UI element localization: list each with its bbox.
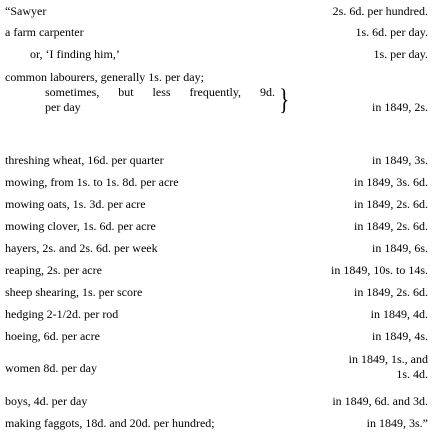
row-label: a farm carpenter (5, 25, 84, 39)
row-label: hoeing, 6d. per acre (5, 329, 100, 343)
row-value: in 1849, 1s., and 1s. 4d. (348, 352, 428, 381)
row-value: in 1849, 6s. (371, 241, 428, 255)
brace-glyph: } (279, 83, 290, 116)
row-label: making faggots, 18d. and 20d. per hundred; (5, 416, 215, 430)
row-label: reaping, 2s. per acre (5, 263, 102, 277)
row-value: in 1849, 3s. (371, 153, 428, 167)
row-value: in 1849, 10s. to 14s. (330, 263, 428, 277)
row-label: hedging 2-1/2d. per rod (5, 307, 119, 321)
row-label-continued: sometimes, but less frequently, 9d. (45, 85, 275, 99)
row-value: in 1849, 2s. (371, 100, 428, 114)
row-value: in 1849, 4d. (370, 307, 428, 321)
row-label: mowing clover, 1s. 6d. per acre (5, 219, 156, 233)
table-row (0, 352, 432, 384)
row-label-continued: per day (45, 100, 81, 114)
row-label: threshing wheat, 16d. per quarter (5, 153, 164, 167)
row-value: in 1849, 2s. 6d. (353, 219, 428, 233)
table-row (0, 70, 432, 118)
row-value: in 1849, 2s. 6d. (353, 197, 428, 211)
row-label: or, ‘I finding him,’ (30, 47, 120, 61)
row-label: sheep shearing, 1s. per score (5, 285, 143, 299)
row-value: 1s. 6d. per day. (355, 25, 428, 39)
row-label: common labourers, generally 1s. per day; (5, 70, 204, 84)
row-label: hayers, 2s. and 2s. 6d. per week (5, 241, 158, 255)
row-value: 2s. 6d. per hundred. (332, 4, 428, 18)
row-value: in 1849, 6d. and 3d. (332, 394, 428, 408)
row-label: mowing oats, 1s. 3d. per acre (5, 197, 146, 211)
row-value: in 1849, 3s. 6d. (353, 175, 428, 189)
row-value: in 1849, 2s. 6d. (353, 285, 428, 299)
row-label: mowing, from 1s. to 1s. 8d. per acre (5, 175, 179, 189)
row-label: women 8d. per day (5, 361, 97, 375)
row-value: in 1849, 3s.” (366, 416, 428, 430)
row-label: boys, 4d. per day (5, 394, 88, 408)
row-value: in 1849, 4s. (371, 329, 428, 343)
row-label: “Sawyer (5, 4, 47, 18)
row-value: 1s. per day. (373, 47, 428, 61)
